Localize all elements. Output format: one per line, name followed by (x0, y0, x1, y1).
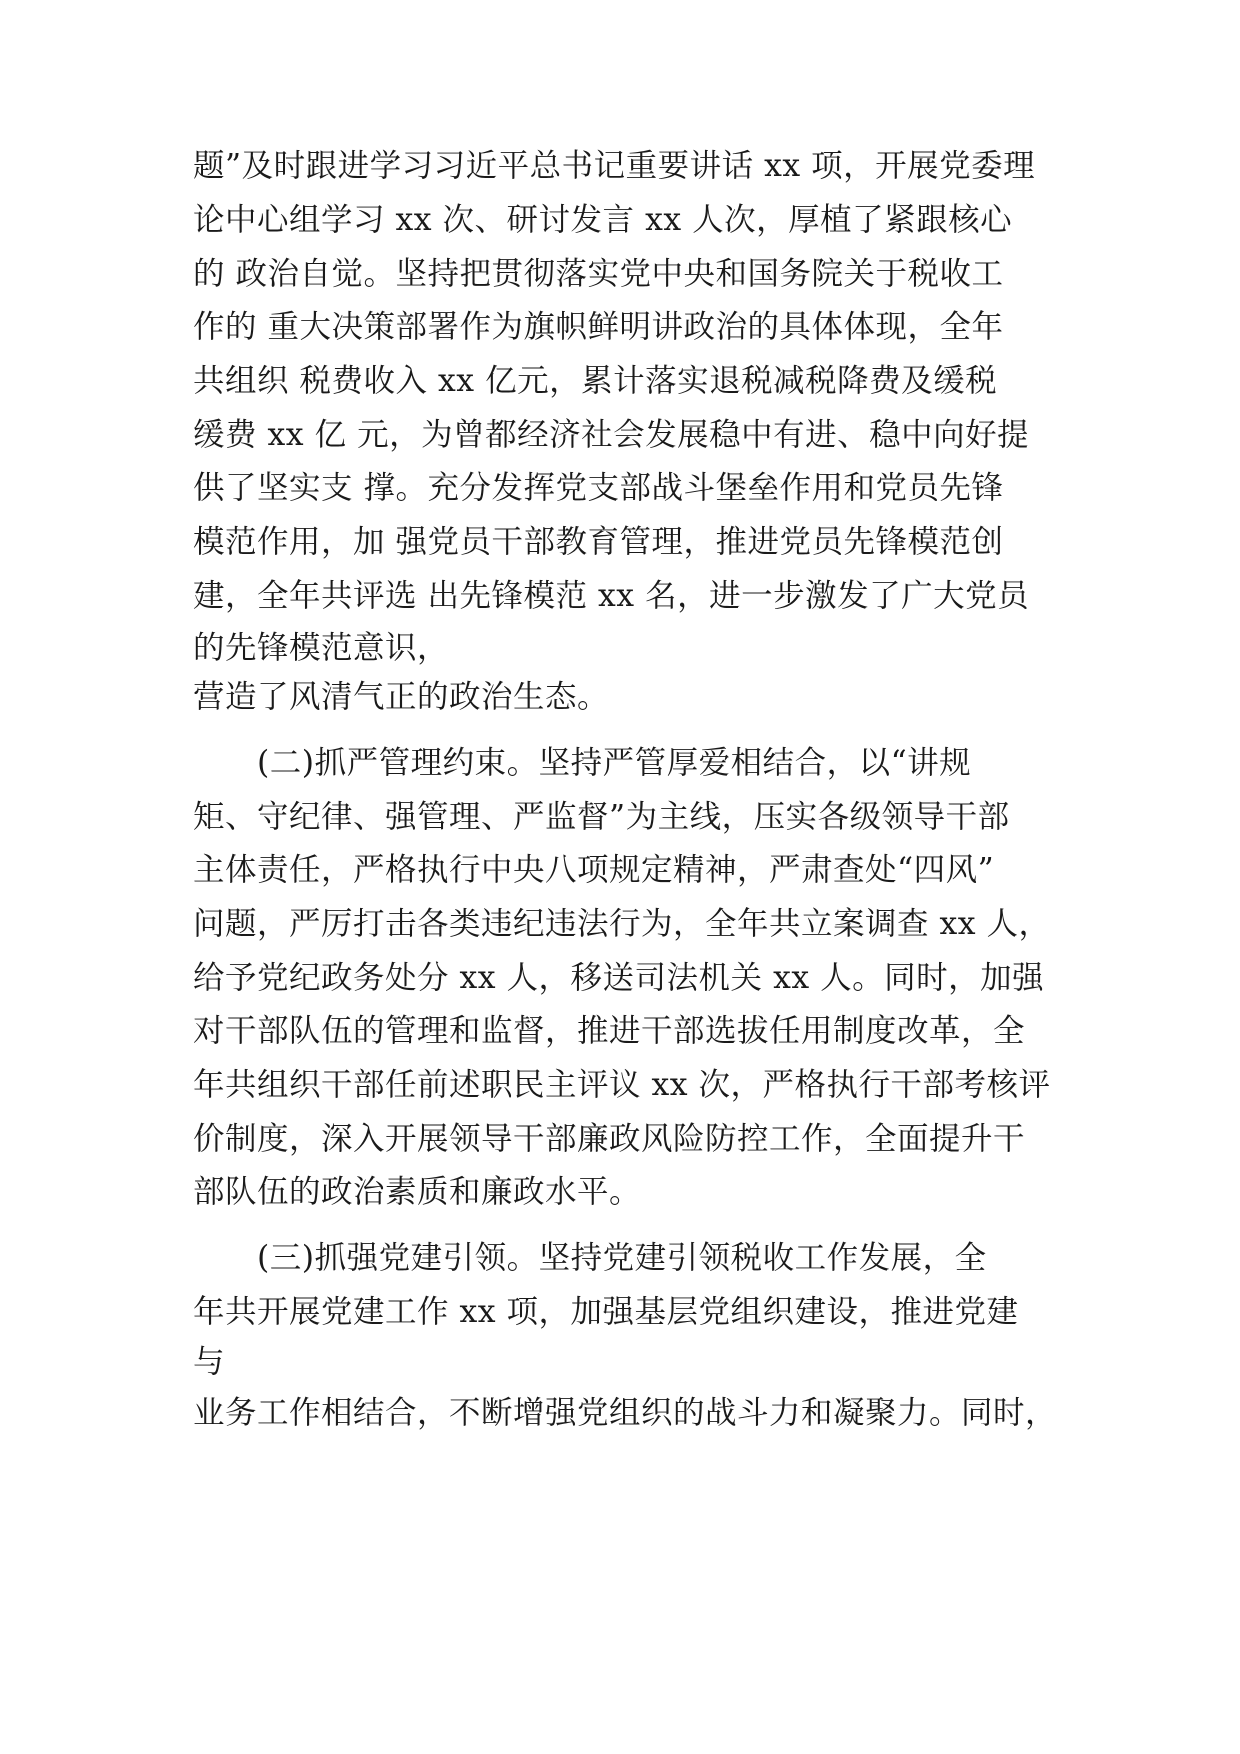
text-line: 营造了风清气正的政治生态。 (193, 679, 610, 715)
text-line: 矩、守纪律、强管理、严监督”为主线，压实各级领导干部 (193, 799, 1010, 835)
text-line: 论中心组学习 xx 次、研讨发言 xx 人次，厚植了紧跟核心 (193, 202, 1013, 238)
text-line: 模范作用，加 强党员干部教育管理，推进党员先锋模范创 (193, 524, 1004, 560)
text-line: 给予党纪政务处分 xx 人，移送司法机关 xx 人。同时，加强 (193, 960, 1045, 996)
text-line: 对干部队伍的管理和监督，推进干部选拔任用制度改革，全 (193, 1013, 1026, 1049)
text-line: 的先锋模范意识， (193, 630, 450, 666)
text-line: 缓费 xx 亿 元，为曾都经济社会发展稳中有进、稳中向好提 (193, 417, 1030, 453)
text-line: 部队伍的政治素质和廉政水平。 (193, 1174, 642, 1210)
text-line: 年共开展党建工作 xx 项，加强基层党组织建设，推进党建 (193, 1294, 1019, 1330)
text-line: (二)抓严管理约束。坚持严管厚爱相结合，以“讲规 (193, 745, 972, 781)
text-line: 的 政治自觉。坚持把贯彻落实党中央和国务院关于税收工 (193, 256, 1004, 292)
text-line: 主体责任，严格执行中央八项规定精神，严肃查处“四风” (193, 852, 995, 888)
text-line: 题”及时跟进学习习近平总书记重要讲话 xx 项，开展党委理 (193, 148, 1036, 184)
text-line: (三)抓强党建引领。坚持党建引领税收工作发展，全 (193, 1240, 987, 1276)
text-line: 业务工作相结合，不断增强党组织的战斗力和凝聚力。同时， (193, 1395, 1058, 1431)
text-line: 供了坚实支 撑。充分发挥党支部战斗堡垒作用和党员先锋 (193, 470, 1004, 506)
text-line: 共组织 税费收入 xx 亿元，累计落实退税减税降费及缓税 (193, 363, 998, 399)
text-line: 建，全年共评选 出先锋模范 xx 名，进一步激发了广大党员 (193, 578, 1030, 614)
text-line: 与 (193, 1344, 226, 1380)
text-line: 问题，严厉打击各类违纪违法行为，全年共立案调查 xx 人， (193, 906, 1051, 942)
text-line: 年共组织干部任前述职民主评议 xx 次，严格执行干部考核评 (193, 1067, 1051, 1103)
text-line: 作的 重大决策部署作为旗帜鲜明讲政治的具体体现，全年 (193, 309, 1004, 345)
text-line: 价制度，深入开展领导干部廉政风险防控工作，全面提升干 (193, 1121, 1026, 1157)
